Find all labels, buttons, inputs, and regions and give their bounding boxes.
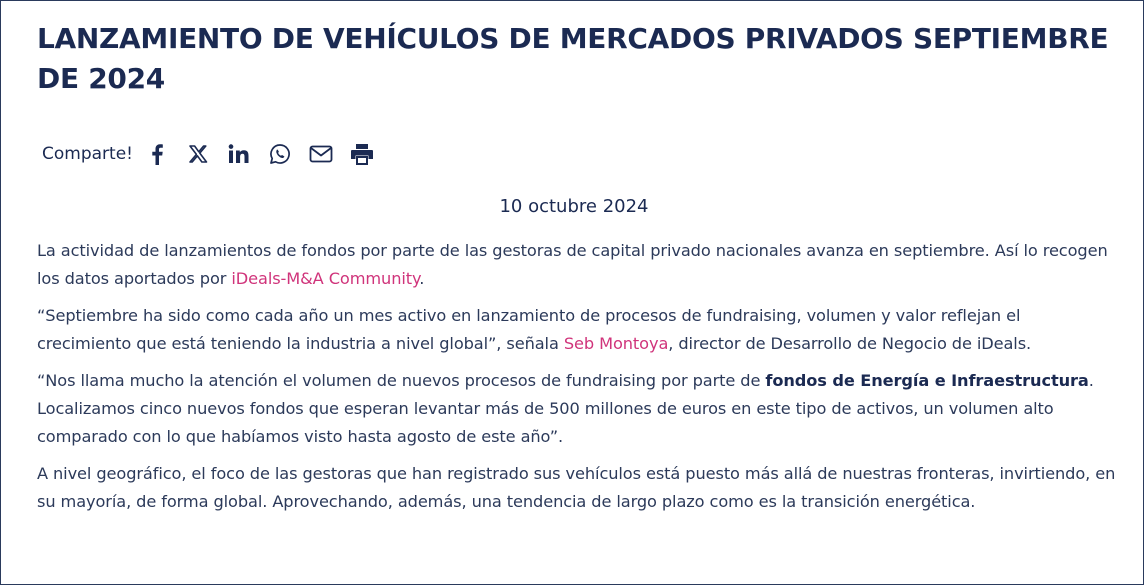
paragraph-2: “Septiembre ha sido como cada año un mes activo en lanzamiento de procesos de fundraising, volumen y valor reflejan el crecimiento que está teniendo la industria a nivel global”, señala Seb Montoya, director de Desarrollo de Negocio de iDeals.	[37, 306, 1032, 353]
linkedin-icon[interactable]	[227, 142, 251, 166]
article-title: LANZAMIENTO DE VEHÍCULOS DE MERCADOS PRIVADOS SEPTIEMBRE DE 2024	[37, 22, 1109, 95]
paragraph-4: A nivel geográfico, el foco de las gestoras que han registrado sus vehículos está puesto más allá de nuestras fronteras, invirtiendo, en su mayoría, de forma global. Aprovechando, además, una tendencia de largo plazo como es la transición energética.	[37, 464, 1116, 511]
article-body	[37, 237, 1117, 525]
whatsapp-icon[interactable]	[268, 142, 292, 166]
print-icon[interactable]	[350, 142, 374, 166]
facebook-icon[interactable]	[145, 142, 169, 166]
email-icon[interactable]	[309, 142, 333, 166]
seb-montoya-link[interactable]: Seb Montoya	[563, 334, 669, 353]
paragraph-3: “Nos llama mucho la atención el volumen de nuevos procesos de fundraising por parte de fondos de Energía e Infraestructura. Localizamos cinco nuevos fondos que esperan levantar más de 500 millones de euros en este tipo de activos, un volumen alto comparado con lo que habíamos visto hasta agosto de este año”.	[37, 371, 1094, 446]
energy-funds-highlight: fondos de Energía e Infraestructura	[765, 371, 1089, 390]
x-icon[interactable]	[186, 142, 210, 166]
share-bar	[42, 139, 391, 169]
article-date: 10 octubre 2024	[499, 196, 649, 217]
share-label: Comparte!	[42, 144, 133, 164]
ideals-community-link[interactable]: iDeals-M&A Community	[231, 269, 420, 288]
paragraph-1: La actividad de lanzamientos de fondos por parte de las gestoras de capital privado nacionales avanza en septiembre. Así lo recogen los datos aportados por iDeals-M&A Community.	[37, 241, 1108, 288]
